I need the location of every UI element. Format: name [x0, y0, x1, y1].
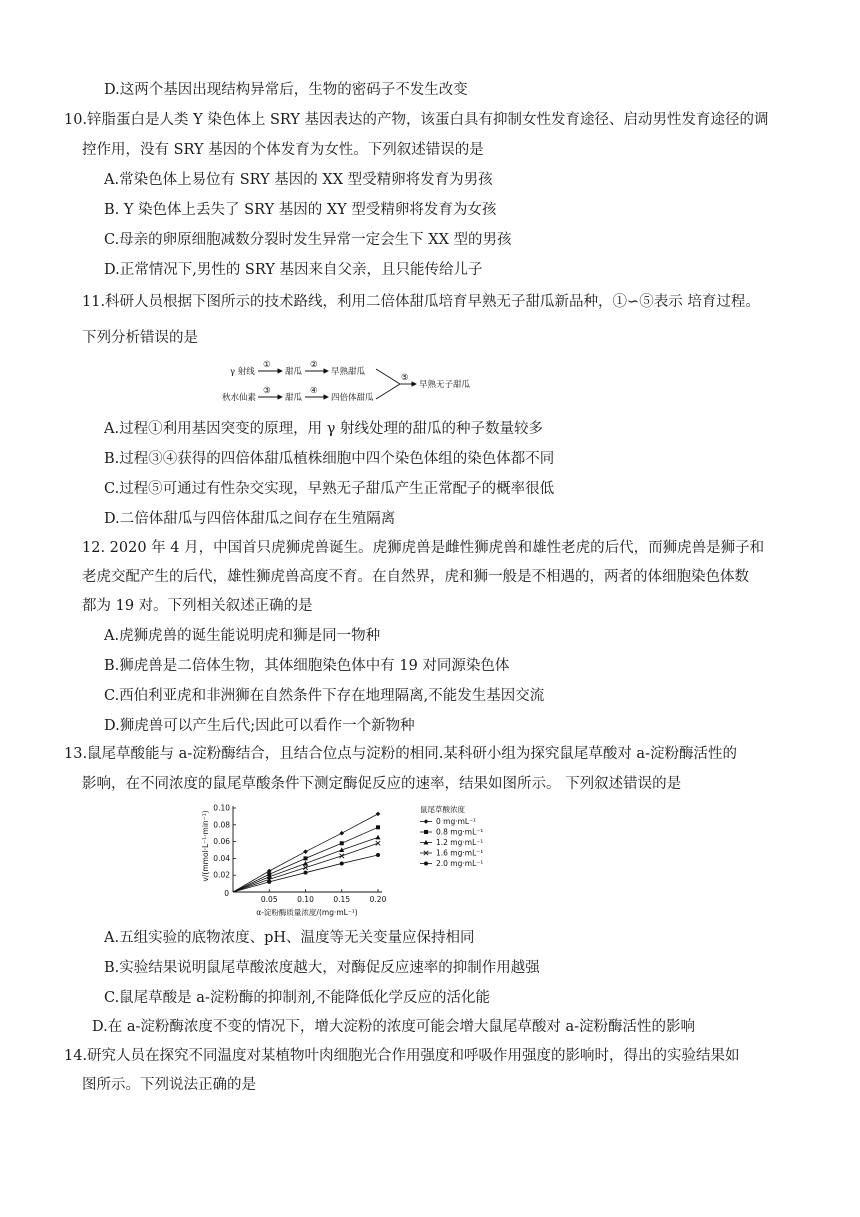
chart-origin-label: 0	[224, 889, 229, 898]
chart-point-s4-1	[304, 871, 308, 875]
q13-option-a: A.五组实验的底物浓度、pH、温度等无关变量应保持相同	[104, 930, 475, 946]
q13-stem-line1: 13.鼠尾草酸能与 a-淀粉酶结合，且结合位点与淀粉的相同.某科研小组为探究鼠尾草酸对 a-淀粉酶活性的	[64, 746, 737, 762]
chart-point-s3-3	[376, 841, 380, 845]
chart-point-s4-2	[340, 861, 344, 865]
diagram-converge-top	[376, 369, 400, 384]
q10-option-a: A.常染色体上易位有 SRY 基因的 XX 型受精卵将发育为男孩	[104, 172, 493, 188]
chart-y-tick-label: 0.04	[213, 853, 230, 863]
q14-stem-line2: 图所示。下列说法正确的是	[82, 1077, 256, 1093]
chart-point-s0-3	[376, 812, 381, 817]
chart-x-tick-label: 0.05	[260, 895, 278, 904]
q11-option-b: B.过程③④获得的四倍体甜瓜植株细胞中四个染色体组的染色体都不同	[104, 451, 555, 467]
chart-point-s4-3	[376, 853, 380, 857]
chart-point-s3-1	[303, 865, 307, 869]
q9-option-d: D.这两个基因出现结构异常后，生物的密码子不发生改变	[104, 82, 468, 98]
chart-legend-marker-0	[424, 819, 429, 824]
chart-x-tick-label: 0.10	[297, 895, 314, 904]
chart-point-s1-2	[340, 841, 344, 845]
chart-legend-label-2: 1.2 mg·mL⁻¹	[436, 838, 484, 847]
diagram-tetraploid-melon: 四倍体甜瓜	[331, 393, 374, 403]
chart-legend-label-1: 0.8 mg·mL⁻¹	[436, 827, 484, 837]
chart-point-s1-3	[376, 825, 380, 829]
q13-option-d: D.在 a-淀粉酶浓度不变的情况下，增大淀粉的浓度可能会增大鼠尾草酸对 a-淀粉酶活性的影响	[92, 1019, 696, 1035]
diagram-seedless-melon: 早熟无子甜瓜	[419, 380, 471, 390]
chart-x-tick-label: 0.20	[369, 895, 387, 904]
q13-stem-line2: 影响，在不同浓度的鼠尾草酸条件下测定酶促反应的速率，结果如图所示。 下列叙述错误的是	[82, 776, 682, 792]
diagram-melon-2: 甜瓜	[285, 393, 303, 403]
chart-point-s2-3	[376, 835, 381, 840]
chart-x-tick-label: 0.15	[333, 895, 351, 904]
chart-legend-label-4: 2.0 mg·mL⁻¹	[436, 859, 484, 868]
chart-legend-label-0: 0 mg·mL⁻¹	[436, 817, 477, 826]
q14-stem-line1: 14.研究人员在探究不同温度对某植物叶肉细胞光合作用强度和呼吸作用强度的影响时，得出的实验结果如	[64, 1048, 740, 1064]
diagram-step-2: ②	[310, 360, 318, 370]
chart-legend-marker-1	[424, 830, 428, 834]
q10-option-b: B. Y 染色体上丢失了 SRY 基因的 XY 型受精卵将发育为女孩	[104, 202, 497, 218]
breeding-flow-diagram	[222, 357, 508, 407]
q12-option-d: D.狮虎兽可以产生后代;因此可以看作一个新物种	[104, 718, 415, 734]
q12-stem-line2: 老虎交配产生的后代，雄性狮虎兽高度不育。在自然界，虎和狮一般是不相遇的，两者的体细胞染色体数	[82, 569, 749, 585]
chart-y-tick-label: 0.08	[213, 820, 230, 830]
q12-option-c: C.西伯利亚虎和非洲狮在自然条件下存在地理隔离,不能发生基因交流	[104, 688, 545, 704]
chart-legend-marker-4	[424, 862, 428, 866]
chart-point-s4-0	[267, 880, 271, 884]
diagram-melon-1: 甜瓜	[285, 367, 303, 377]
chart-legend-label-3: 1.6 mg·mL⁻¹	[436, 848, 484, 858]
diagram-converge-bottom	[376, 384, 400, 399]
chart-y-tick-label: 0.10	[213, 803, 230, 813]
chart-point-s1-1	[304, 856, 308, 860]
chart-point-s0-2	[339, 831, 344, 836]
diagram-colchicine-label: 秋水仙素	[222, 393, 257, 403]
q10-option-c: C.母亲的卵原细胞减数分裂时发生异常一定会生下 XX 型的男孩	[104, 232, 512, 248]
diagram-early-melon: 早熟甜瓜	[331, 367, 366, 377]
chart-y-axis-label: v/(mmol·L⁻¹·min⁻¹)	[201, 810, 210, 882]
enzyme-rate-chart	[196, 802, 506, 920]
diagram-gamma-ray-label: γ 射线	[230, 367, 255, 377]
q11-option-c: C.过程⑤可通过有性杂交实现，早熟无子甜瓜产生正常配子的概率很低	[104, 481, 555, 497]
chart-legend-title: 鼠尾草酸浓度	[420, 805, 465, 814]
diagram-step-5: ⑤	[401, 373, 409, 383]
q12-stem-line1: 12. 2020 年 4 月，中国首只虎狮虎兽诞生。虎狮虎兽是雌性狮虎兽和雄性老虎的后代，而狮虎兽是狮子和	[82, 540, 765, 556]
q12-option-b: B.狮虎兽是二倍体生物，其体细胞染色体中有 19 对同源染色体	[104, 658, 510, 674]
q11-stem-line2: 下列分析错误的是	[82, 330, 198, 346]
diagram-step-4: ④	[310, 386, 318, 396]
chart-point-s3-2	[340, 854, 344, 858]
q11-option-a: A.过程①利用基因突变的原理，用 γ 射线处理的甜瓜的种子数量较多	[104, 421, 543, 437]
diagram-step-1: ①	[263, 360, 271, 370]
chart-x-axis-label: α-淀粉酶质量浓度/(mg·mL⁻¹)	[256, 908, 358, 917]
q13-option-c: C.鼠尾草酸是 a-淀粉酶的抑制剂,不能降低化学反应的活化能	[104, 990, 490, 1006]
q10-option-d: D.正常情况下,男性的 SRY 基因来自父亲，且只能传给儿子	[104, 262, 483, 278]
chart-y-tick-label: 0.06	[213, 837, 230, 847]
q12-stem-line3: 都为 19 对。下列相关叙述正确的是	[82, 598, 313, 614]
q11-option-d: D.二倍体甜瓜与四倍体甜瓜之间存在生殖隔离	[104, 511, 396, 527]
q11-stem-line1: 11.科研人员根据下图所示的技术路线，利用二倍体甜瓜培育早熟无子甜瓜新品种，①∽⑤表示 培育过程。	[82, 294, 760, 310]
q10-stem-line1: 10.锌脂蛋白是人类 Y 染色体上 SRY 基因表达的产物，该蛋白具有抑制女性发育途径、启动男性发育途径的调	[64, 112, 769, 128]
diagram-step-3: ③	[263, 386, 271, 396]
chart-point-s0-1	[303, 849, 308, 854]
q10-stem-line2: 控作用，没有 SRY 基因的个体发育为女性。下列叙述错误的是	[82, 142, 484, 158]
q12-option-a: A.虎狮虎兽的诞生能说明虎和狮是同一物种	[104, 628, 381, 644]
q13-option-b: B.实验结果说明鼠尾草酸浓度越大，对酶促反应速率的抑制作用越强	[104, 960, 540, 976]
chart-y-tick-label: 0.02	[213, 870, 230, 880]
